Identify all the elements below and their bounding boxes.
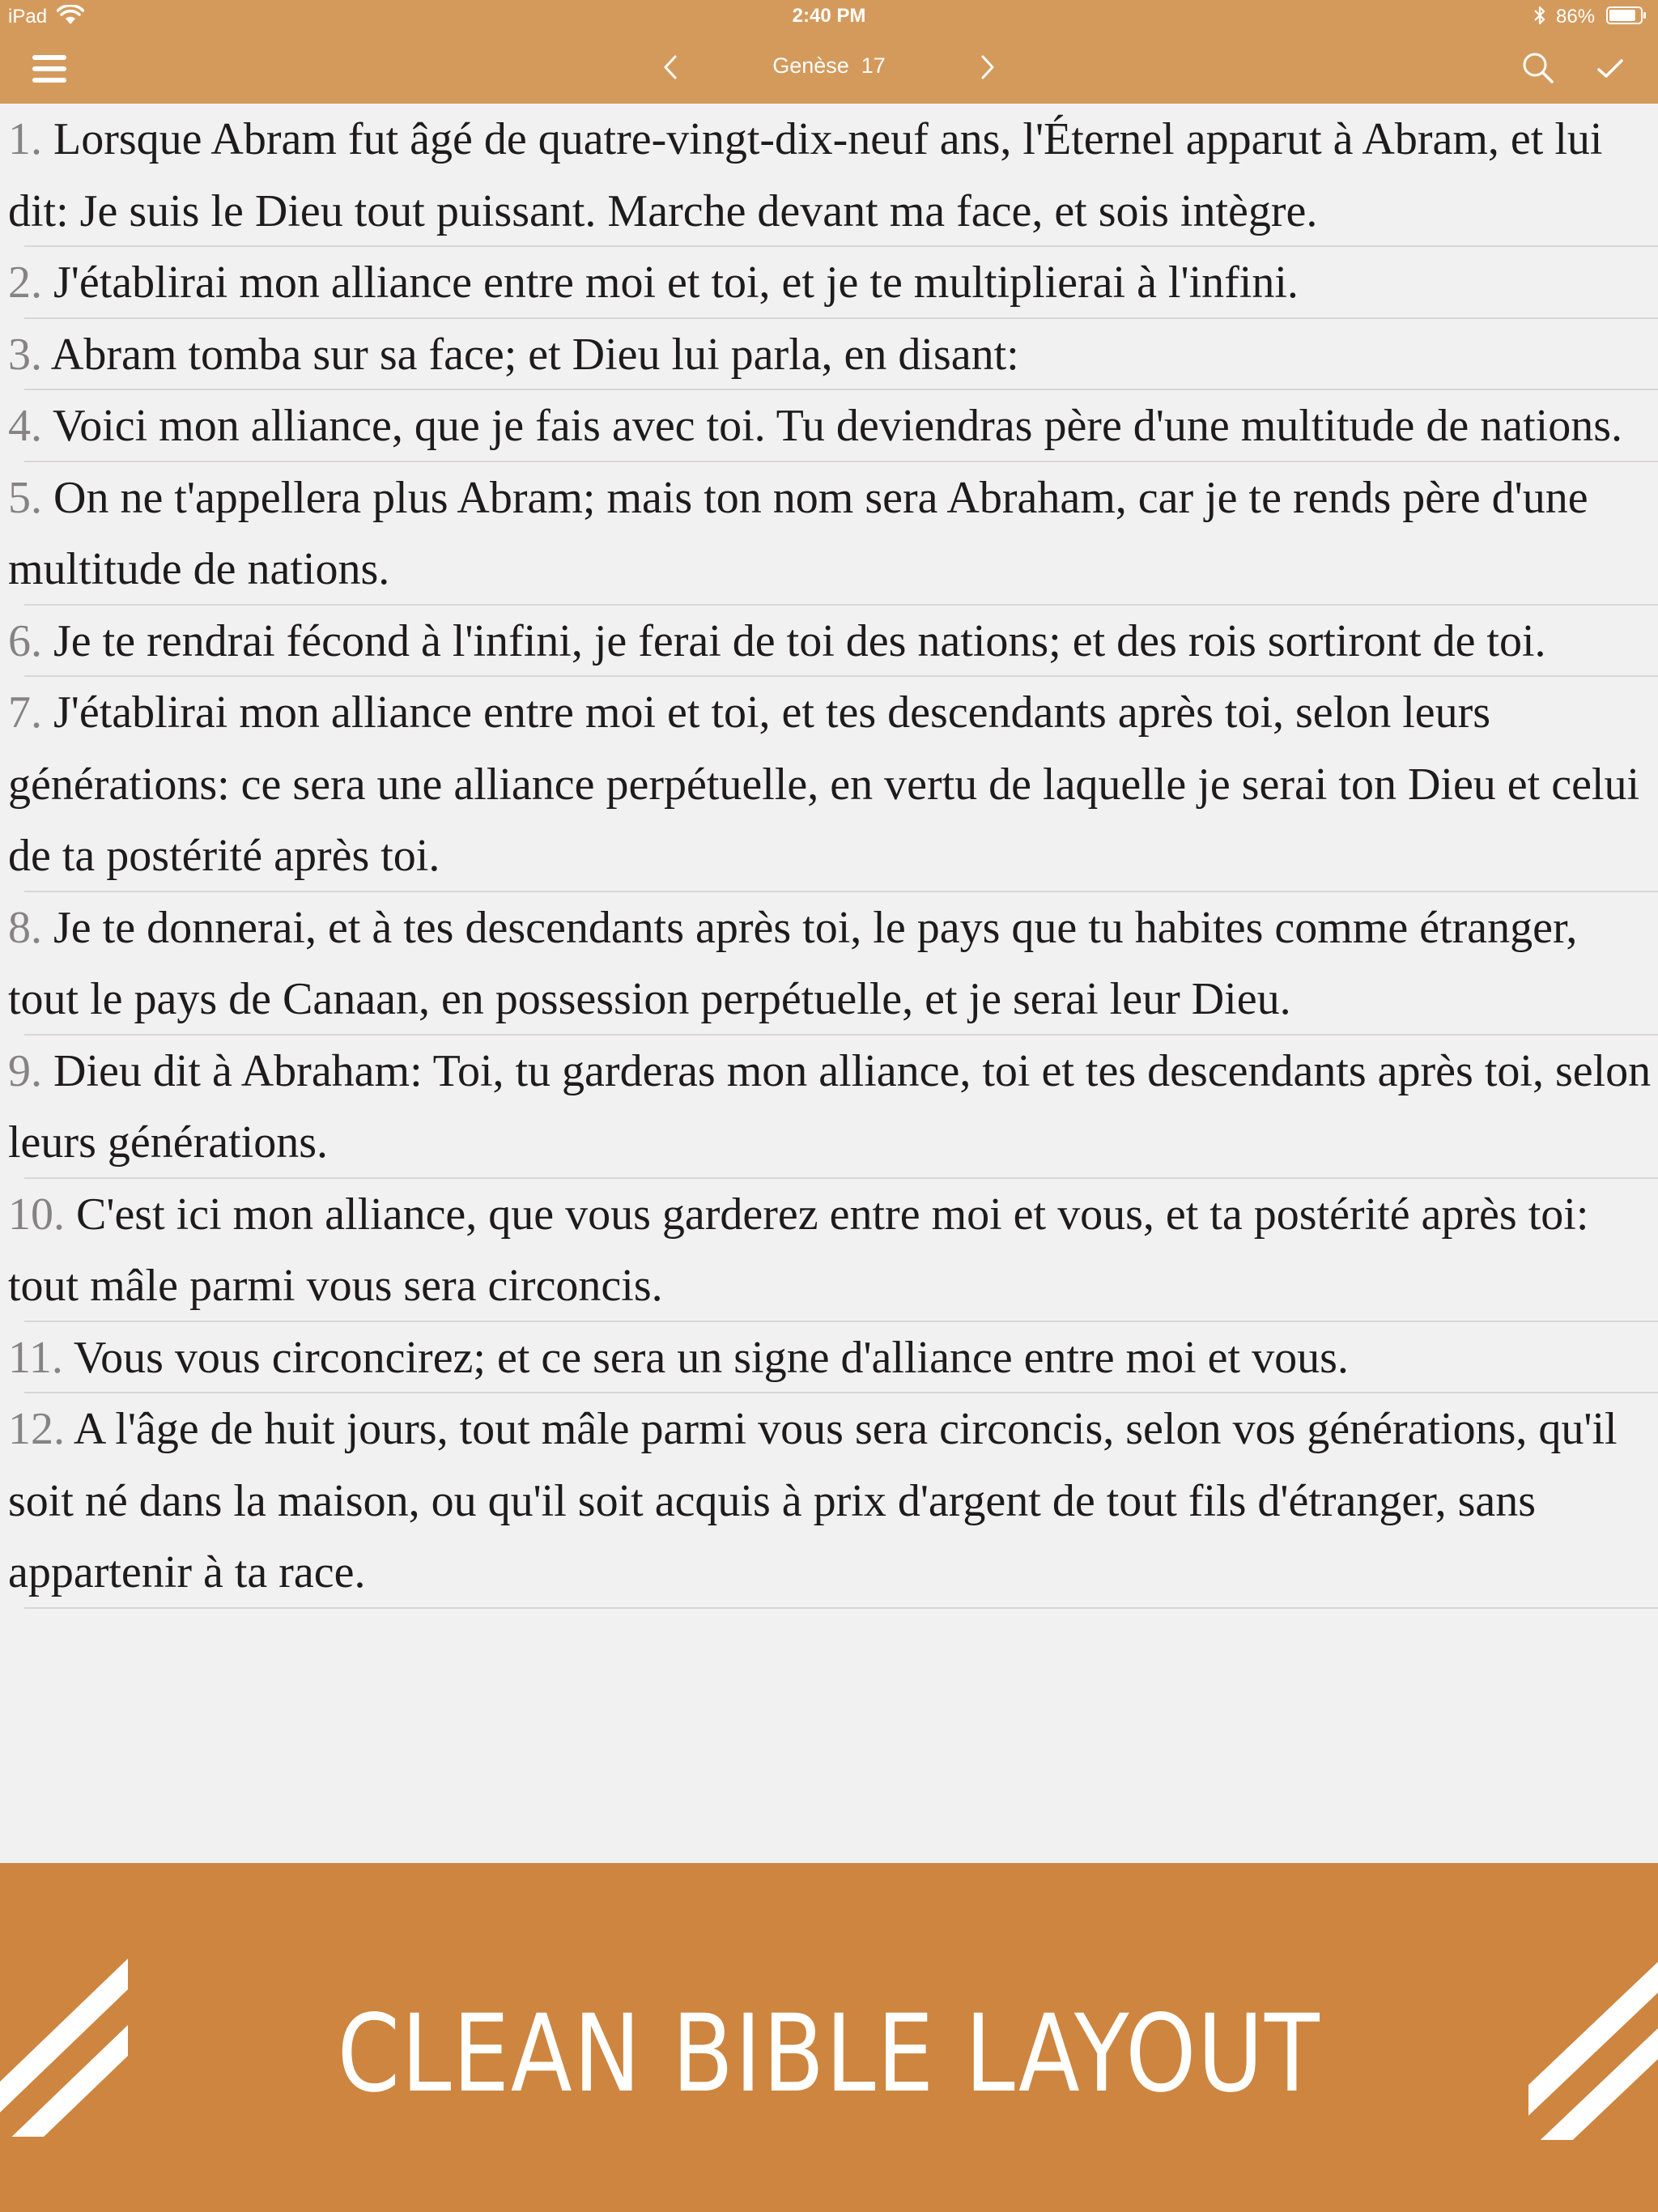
verse-5[interactable] [0,462,1658,606]
verse-number: 12. [8,1404,65,1454]
verse-number: 5. [8,472,42,523]
verse-6[interactable] [0,606,1658,678]
chapter-navigator [651,47,1007,87]
verse-number: 9. [8,1045,42,1096]
verse-8[interactable] [0,892,1658,1036]
verse-10[interactable] [0,1179,1658,1322]
verse-text: On ne t'appellera plus Abram; mais ton nom sera Abraham, car je te rends père d'une multitude de nations. [8,472,1588,594]
verse-number: 6. [8,615,42,666]
checkmark-icon [1592,50,1629,87]
verse-number: 10. [8,1189,65,1240]
verse-number: 11. [8,1332,63,1383]
battery-percent: 86% [1556,6,1596,28]
verse-text: Voici mon alliance, que je fais avec toi. Tu deviendras père d'une multitude de nations. [42,401,1623,451]
battery-fill [1609,10,1635,21]
verse-number: 3. [8,329,42,380]
menu-button[interactable] [28,50,73,87]
chevron-left-icon [651,49,691,86]
stripes-decoration-left [0,1959,130,2137]
verse-11[interactable] [0,1322,1658,1394]
verse-text: A l'âge de huit jours, tout mâle parmi vous sera circoncis, selon vos générations, qu'il soit né dans la maison, ou qu'il soit acquis à prix d'argent de tout fils d'étranger, sans appartenir à ta race. [8,1404,1618,1597]
verse-number: 8. [8,902,42,953]
status-time: 2:40 PM [792,5,866,27]
verse-2[interactable] [0,247,1658,319]
verse-number: 2. [8,257,42,308]
search-button[interactable] [1519,49,1558,87]
top-bar [0,0,1658,104]
verse-text: Dieu dit à Abraham: Toi, tu garderas mon alliance, toi et tes descendants après toi, selon leurs générations. [8,1045,1652,1168]
search-icon [1519,49,1558,87]
verse-3[interactable] [0,319,1658,391]
status-bar [0,0,1658,32]
verse-text: Je te donnerai, et à tes descendants après toi, le pays que tu habites comme étranger, tout le pays de Canaan, en possession perpétuelle, et je serai leur Dieu. [8,902,1578,1024]
bluetooth-icon [1533,5,1547,26]
verse-1[interactable] [0,104,1658,247]
verse-7[interactable] [0,677,1658,892]
verse-number: 4. [8,401,42,451]
verse-number: 1. [8,114,42,164]
verse-text: J'établirai mon alliance entre moi et toi, et je te multiplierai à l'infini. [42,257,1299,308]
verse-4[interactable] [0,390,1658,462]
battery-icon [1606,6,1647,24]
next-chapter-button[interactable] [967,49,1007,86]
verse-text: Vous vous circoncirez; et ce sera un signe d'alliance entre moi et vous. [62,1332,1349,1383]
previous-chapter-button[interactable] [651,49,691,86]
nav-bar [0,32,1658,104]
verse-12[interactable] [0,1393,1658,1609]
status-device-label: iPad [8,6,48,28]
verse-number: 7. [8,687,42,738]
verse-text: J'établirai mon alliance entre moi et toi, et tes descendants après toi, selon leurs générations: ce sera une alliance perpétuelle, en vertu de laquelle je serai ton Dieu et celui de ta postérité après toi. [8,687,1640,881]
chevron-right-icon [967,49,1007,86]
verse-text: Lorsque Abram fut âgé de quatre-vingt-dix-neuf ans, l'Éternel apparut à Abram, et lui dit: Je suis le Dieu tout puissant. Marche devant ma face, et sois intègre. [8,114,1603,236]
promo-banner [0,1863,1658,2212]
verse-text: Abram tomba sur sa face; et Dieu lui parla, en disant: [42,329,1019,380]
verse-list[interactable] [0,104,1658,1863]
verse-9[interactable] [0,1036,1658,1179]
done-button[interactable] [1592,50,1629,87]
chapter-title[interactable]: Genèse 17 [772,53,886,78]
verse-text: C'est ici mon alliance, que vous garderez entre moi et vous, et ta postérité après toi: tout mâle parmi vous sera circoncis. [8,1189,1589,1311]
verse-text: Je te rendrai fécond à l'infini, je ferai de toi des nations; et des rois sortiront de toi. [42,615,1546,666]
promo-title: CLEAN BIBLE LAYOUT [337,1992,1321,2116]
stripes-decoration-right [1528,1962,1658,2140]
